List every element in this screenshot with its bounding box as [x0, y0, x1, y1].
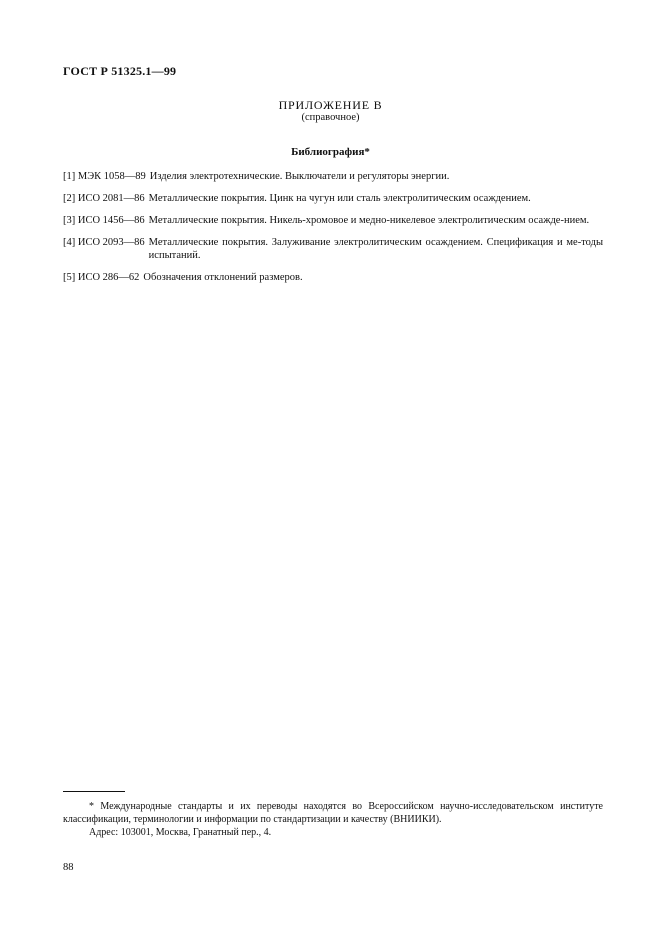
bibliography-ref: [2] ИСО 2081—86 [63, 193, 145, 204]
page-number: 88 [63, 862, 74, 873]
footnote-divider [63, 791, 125, 792]
bibliography-heading: Библиография* [291, 146, 370, 158]
bibliography-text: Металлические покрытия. Залуживание электролитическим осаждением. Спецификация и ме-тоды испытаний. [148, 237, 603, 261]
bibliography-ref: [1] МЭК 1058—89 [63, 171, 146, 182]
bibliography-list [63, 170, 603, 293]
footnote-text: * Международные стандарты и их переводы находятся во Всероссийском научно-исследовательском институте классификации, терминологии и информации по стандартизации и качеству (ВНИИКИ). [63, 801, 603, 825]
footnote [63, 800, 603, 839]
bibliography-text: Металлические покрытия. Никель-хромовое и медно-никелевое электролитическим осажде-нием. [148, 215, 590, 226]
bibliography-item [63, 236, 603, 262]
bibliography-ref: [5] ИСО 286—62 [63, 272, 140, 283]
appendix-title: ПРИЛОЖЕНИЕ В [278, 98, 383, 112]
appendix-subtitle: (справочное) [301, 112, 360, 123]
bibliography-ref: [4] ИСО 2093—86 [63, 237, 145, 248]
document-number: ГОСТ Р 51325.1—99 [63, 64, 177, 78]
footnote-address: Адрес: 103001, Москва, Гранатный пер., 4. [89, 827, 272, 838]
bibliography-text: Металлические покрытия. Цинк на чугун или сталь электролитическим осаждением. [148, 193, 531, 204]
bibliography-text: Обозначения отклонений размеров. [143, 272, 303, 283]
bibliography-ref: [3] ИСО 1456—86 [63, 215, 145, 226]
bibliography-text: Изделия электротехнические. Выключатели и регуляторы энергии. [149, 171, 450, 182]
bibliography-item [63, 214, 603, 227]
bibliography-item [63, 192, 603, 205]
bibliography-item [63, 170, 603, 183]
bibliography-item [63, 271, 603, 284]
